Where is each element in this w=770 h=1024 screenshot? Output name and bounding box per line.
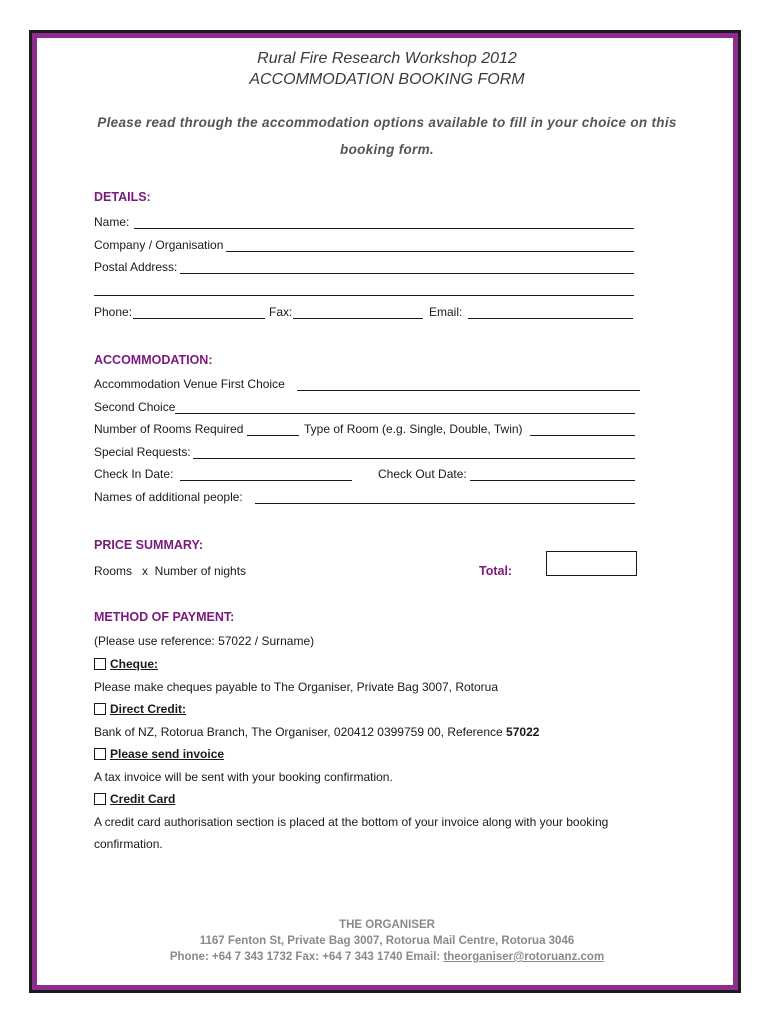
fax-field[interactable] xyxy=(293,318,423,319)
company-field[interactable] xyxy=(226,251,634,252)
first-choice-label: Accommodation Venue First Choice xyxy=(94,377,285,391)
cheque-text: Please make cheques payable to The Organiser, Private Bag 3007, Rotorua xyxy=(94,680,499,694)
credit-card-label: Credit Card xyxy=(110,792,176,806)
direct-credit-checkbox[interactable] xyxy=(94,703,106,715)
invoice-label: Please send invoice xyxy=(110,747,225,761)
special-requests-field[interactable] xyxy=(193,458,635,459)
check-in-field[interactable] xyxy=(180,480,352,481)
second-choice-field[interactable] xyxy=(175,413,635,414)
direct-credit-details: Bank of NZ, Rotorua Branch, The Organiser, 020412 0399759 00, Reference xyxy=(94,725,507,739)
credit-card-text-cont: confirmation. xyxy=(94,837,163,851)
direct-credit-reference: 57022 xyxy=(506,725,540,739)
footer-address: 1167 Fenton St, Private Bag 3007, Rotorua Mail Centre, Rotorua 3046 xyxy=(199,935,575,947)
direct-credit-label: Direct Credit: xyxy=(110,702,187,716)
postal-label: Postal Address: xyxy=(94,260,178,274)
name-label: Name: xyxy=(94,215,130,229)
payment-reference: (Please use reference: 57022 / Surname) xyxy=(94,634,315,648)
intro-text-cont: booking form. xyxy=(340,142,434,157)
email-label: Email: xyxy=(429,305,463,319)
footer-org: THE ORGANISER xyxy=(339,919,435,931)
company-label: Company / Organisation xyxy=(94,238,224,252)
price-summary-heading: PRICE SUMMARY: xyxy=(94,538,204,552)
email-field[interactable] xyxy=(468,318,633,319)
phone-label: Phone: xyxy=(94,305,133,319)
cheque-label: Cheque: xyxy=(110,657,158,671)
phone-field[interactable] xyxy=(133,318,265,319)
postal-field[interactable] xyxy=(180,273,634,274)
form-page xyxy=(32,33,738,990)
invoice-checkbox[interactable] xyxy=(94,748,106,760)
footer-email-link[interactable]: theorganiser@rotoruanz.com xyxy=(443,951,605,963)
total-label: Total: xyxy=(479,564,513,578)
total-field[interactable] xyxy=(546,551,637,576)
postal-field-line2[interactable] xyxy=(94,295,634,296)
special-requests-label: Special Requests: xyxy=(94,445,191,459)
check-out-field[interactable] xyxy=(470,480,635,481)
additional-people-label: Names of additional people: xyxy=(94,490,243,504)
form-subtitle: ACCOMMODATION BOOKING FORM xyxy=(249,71,525,88)
name-field[interactable] xyxy=(134,228,634,229)
room-type-field[interactable] xyxy=(530,435,635,436)
rooms-required-field[interactable] xyxy=(247,435,299,436)
fax-label: Fax: xyxy=(269,305,293,319)
credit-card-checkbox[interactable] xyxy=(94,793,106,805)
credit-card-text: A credit card authorisation section is placed at the bottom of your invoice along with your booking xyxy=(94,815,609,829)
intro-text: Please read through the accommodation options available to fill in your choice on this xyxy=(97,115,677,130)
footer-contact xyxy=(37,951,737,963)
direct-credit-text xyxy=(94,725,539,739)
second-choice-label: Second Choice xyxy=(94,400,176,414)
check-in-label: Check In Date: xyxy=(94,467,174,481)
check-out-label: Check Out Date: xyxy=(378,467,467,481)
rooms-required-label: Number of Rooms Required xyxy=(94,422,244,436)
first-choice-field[interactable] xyxy=(297,390,640,391)
additional-people-field[interactable] xyxy=(255,503,635,504)
payment-heading: METHOD OF PAYMENT: xyxy=(94,610,235,624)
price-formula: Rooms x Number of nights xyxy=(94,564,247,578)
footer-phone-fax: Phone: +64 7 343 1732 Fax: +64 7 343 1740 Email: xyxy=(169,951,444,963)
form-title: Rural Fire Research Workshop 2012 xyxy=(257,50,517,67)
accommodation-heading: ACCOMMODATION: xyxy=(94,353,213,367)
cheque-checkbox[interactable] xyxy=(94,658,106,670)
details-heading: DETAILS: xyxy=(94,190,151,204)
page-border xyxy=(29,30,741,993)
invoice-text: A tax invoice will be sent with your booking confirmation. xyxy=(94,770,393,784)
room-type-label: Type of Room (e.g. Single, Double, Twin) xyxy=(304,422,523,436)
